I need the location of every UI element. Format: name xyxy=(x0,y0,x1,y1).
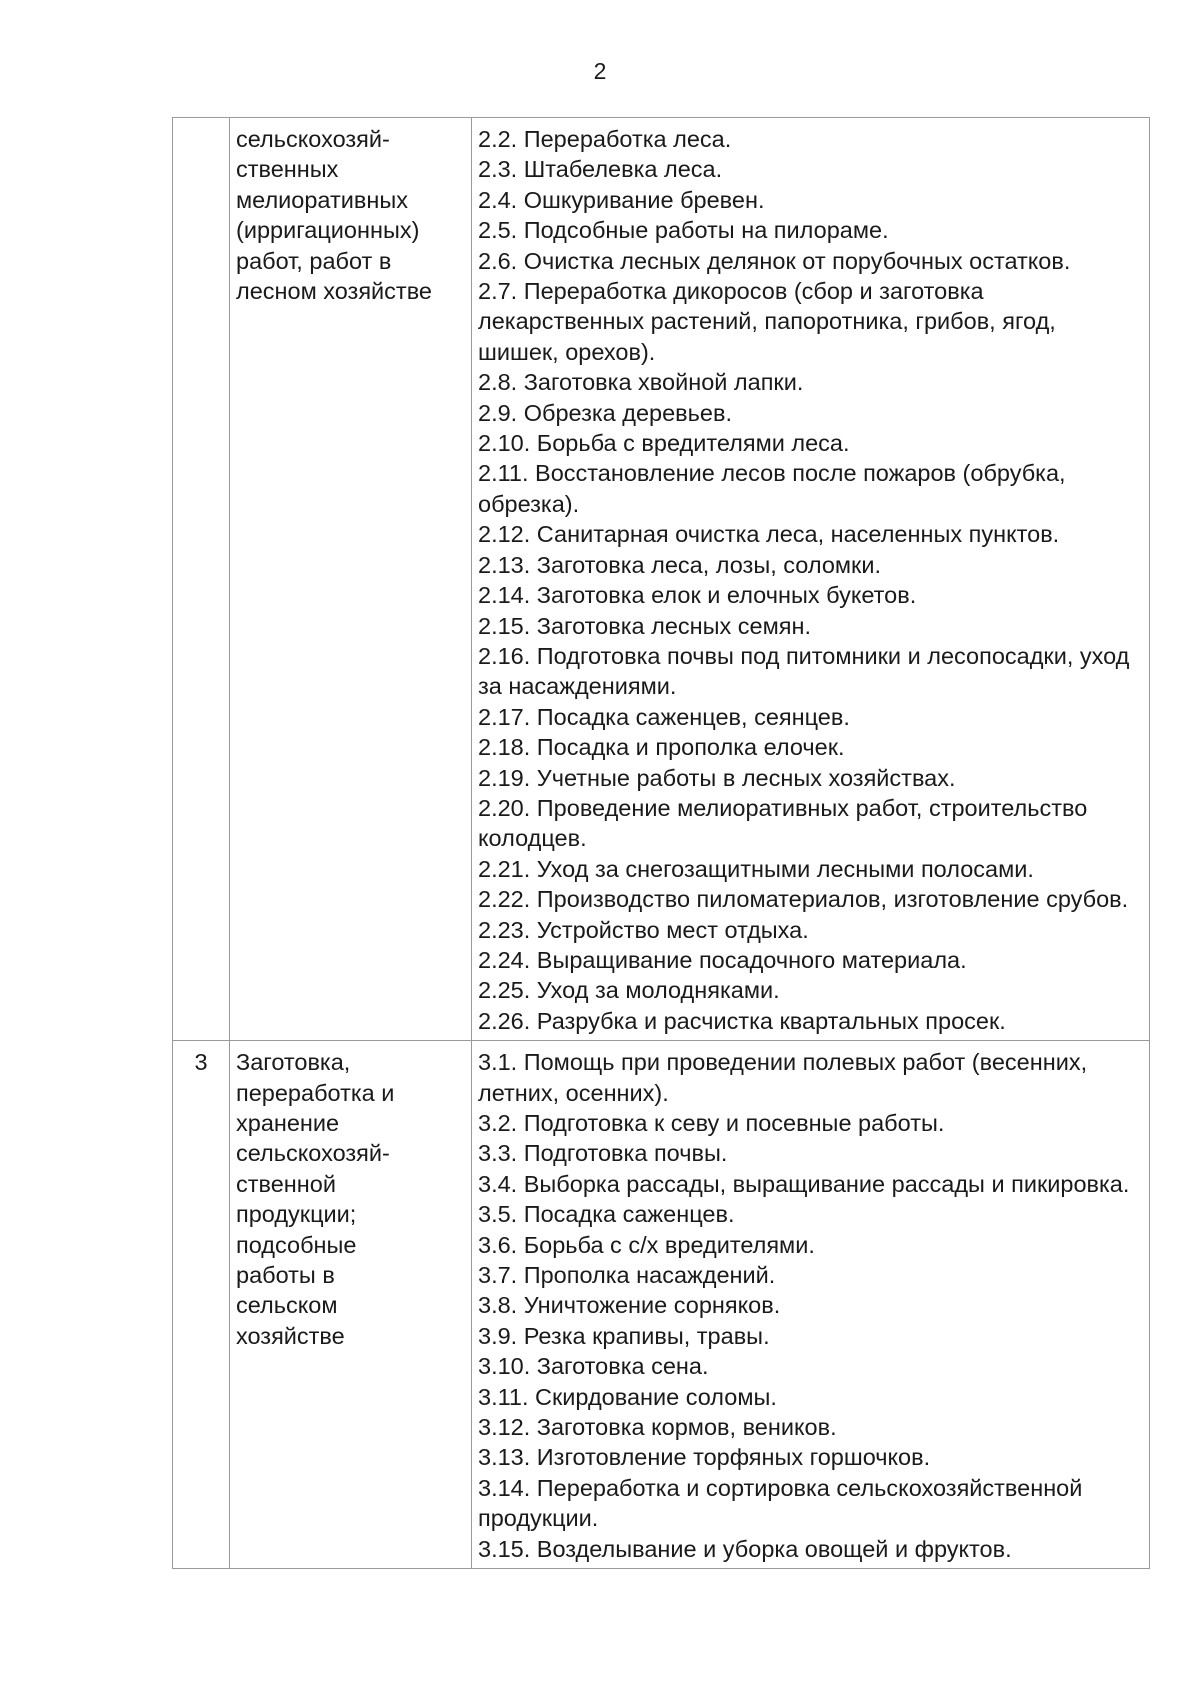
category-line: подсобные xyxy=(236,1231,357,1258)
category-line: сельскохозяй- xyxy=(236,1140,390,1167)
category-line: Заготовка, xyxy=(236,1049,351,1076)
work-item: 3.7. Прополка насаждений. xyxy=(478,1262,776,1289)
category-line: работ, работ в xyxy=(236,247,392,274)
work-item: 2.10. Борьба с вредителями леса. xyxy=(478,430,850,457)
work-item: 3.12. Заготовка кормов, веников. xyxy=(478,1414,837,1441)
work-item: 3.6. Борьба с с/х вредителями. xyxy=(478,1231,815,1258)
category-line: переработка и xyxy=(236,1079,395,1106)
category-line: работы в xyxy=(236,1262,335,1289)
category-line: продукции; xyxy=(236,1201,357,1228)
category-line: ственных xyxy=(236,156,339,183)
category-line: сельском xyxy=(236,1292,338,1319)
work-item: 2.4. Ошкуривание бревен. xyxy=(478,186,765,213)
work-item: 2.23. Устройство мест отдыха. xyxy=(478,916,809,943)
work-item: 2.24. Выращивание посадочного материала. xyxy=(478,946,967,973)
work-item: 3.10. Заготовка сена. xyxy=(478,1353,709,1380)
category-line: лесном хозяйстве xyxy=(236,278,432,305)
category-line: ственной xyxy=(236,1170,336,1197)
work-item: 2.15. Заготовка лесных семян. xyxy=(478,612,812,639)
items-cell xyxy=(472,1041,1150,1569)
work-item: 2.13. Заготовка леса, лозы, соломки. xyxy=(478,551,881,578)
work-item: 3.15. Возделывание и уборка овощей и фруктов. xyxy=(478,1535,1012,1562)
work-item: 2.19. Учетные работы в лесных хозяйствах. xyxy=(478,764,956,791)
work-item: 2.2. Переработка леса. xyxy=(478,126,732,152)
work-item: 3.8. Уничтожение сорняков. xyxy=(478,1292,781,1319)
work-item: 2.5. Подсобные работы на пилораме. xyxy=(478,217,889,244)
work-item: 3.14. Переработка и сортировка сельскохозяйственной продукции. xyxy=(478,1474,1083,1532)
category-line: хранение xyxy=(236,1110,340,1136)
work-item: 3.2. Подготовка к севу и посевные работы. xyxy=(478,1110,945,1136)
table-row xyxy=(173,1041,1150,1569)
table-row xyxy=(173,118,1150,1041)
work-item: 3.4. Выборка рассады, выращивание рассады и пикировка. xyxy=(478,1170,1130,1197)
work-item: 2.20. Проведение мелиоративных работ, строительство колодцев. xyxy=(478,794,1088,852)
work-item: 2.8. Заготовка хвойной лапки. xyxy=(478,369,804,396)
page-number: 2 xyxy=(593,58,607,84)
category-line: (ирригационных) xyxy=(236,217,420,244)
work-item: 2.18. Посадка и прополка елочек. xyxy=(478,734,845,761)
work-item: 2.6. Очистка лесных делянок от порубочных остатков. xyxy=(478,247,1071,274)
work-item: 2.7. Переработка дикоросов (сбор и заготовка лекарственных растений, папоротника, грибов, ягод, шишек, орехов). xyxy=(478,278,1056,365)
works-table xyxy=(172,117,1150,1569)
work-item: 3.13. Изготовление торфяных горшочков. xyxy=(478,1444,931,1471)
work-item: 2.11. Восстановление лесов после пожаров (обрубка, обрезка). xyxy=(478,460,1066,517)
category-line: хозяйстве xyxy=(236,1322,345,1349)
category-line: мелиоративных xyxy=(236,186,408,213)
work-item: 3.3. Подготовка почвы. xyxy=(478,1140,728,1167)
work-item: 2.16. Подготовка почвы под питомники и лесопосадки, уход за насаждениями. xyxy=(478,642,1130,700)
items-cell xyxy=(472,118,1150,1041)
work-item: 2.14. Заготовка елок и елочных букетов. xyxy=(478,582,917,609)
work-item: 3.5. Посадка саженцев. xyxy=(478,1201,735,1228)
work-item: 2.9. Обрезка деревьев. xyxy=(478,399,732,426)
work-item: 2.22. Производство пиломатериалов, изготовление срубов. xyxy=(478,886,1129,913)
table-body xyxy=(173,118,1150,1569)
work-item: 3.1. Помощь при проведении полевых работ (весенних, летних, осенних). xyxy=(478,1049,1088,1106)
category-cell xyxy=(230,118,472,1041)
work-item: 2.17. Посадка саженцев, сеянцев. xyxy=(478,703,850,730)
row-number-cell xyxy=(173,118,230,1041)
row-number-cell: 3 xyxy=(173,1041,230,1569)
work-item: 2.26. Разрубка и расчистка квартальных просек. xyxy=(478,1007,1006,1034)
category-cell xyxy=(230,1041,472,1569)
work-item: 2.21. Уход за снегозащитными лесными полосами. xyxy=(478,855,1034,882)
work-item: 3.11. Скирдование соломы. xyxy=(478,1383,777,1410)
category-line: сельскохозяй- xyxy=(236,126,390,152)
work-item: 2.25. Уход за молодняками. xyxy=(478,977,780,1004)
work-item: 2.3. Штабелевка леса. xyxy=(478,156,723,183)
work-item: 3.9. Резка крапивы, травы. xyxy=(478,1322,770,1349)
work-item: 2.12. Санитарная очистка леса, населенных пунктов. xyxy=(478,521,1060,548)
